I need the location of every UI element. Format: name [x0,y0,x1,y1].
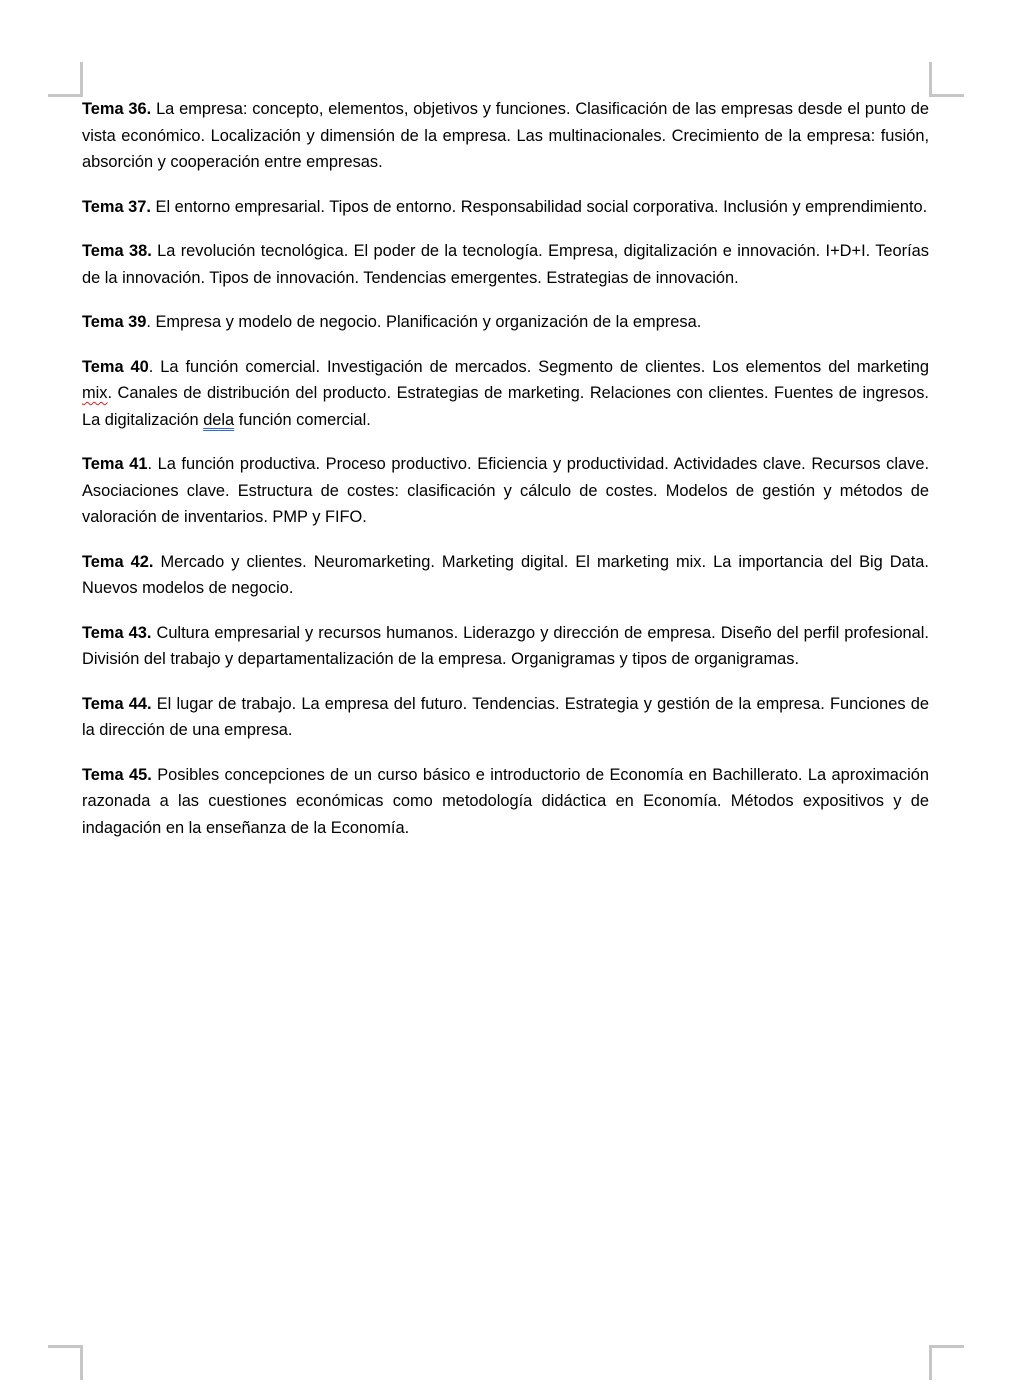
topic-text: La revolución tecnológica. El poder de la tecnología. Empresa, digitalización e innovación. I+D+I. Teorías de la innovación. Tipos de innovación. Tendencias emergentes. Estrategias de innovación. [82,242,929,287]
page-corner-mark-top-left [48,62,83,97]
topic-36-paragraph [82,96,929,176]
topic-42-paragraph [82,549,929,602]
page-corner-mark-bottom-right [929,1345,964,1380]
topic-41-paragraph [82,451,929,531]
grammar-flag-word[interactable]: dela [203,410,235,429]
topic-label: Tema 38. [82,242,152,260]
topic-44-paragraph [82,691,929,744]
topic-label: Tema 41 [82,455,148,473]
topic-label: Tema 45. [82,765,152,784]
topic-label: Tema 37. [82,197,151,216]
topic-label: Tema 39 [82,313,147,331]
topic-45-paragraph [82,762,929,842]
topic-label: Tema 44. [82,694,152,713]
topic-text: . La función productiva. Proceso productivo. Eficiencia y productividad. Actividades clave. Recursos clave. Asociaciones clave. Estructura de costes: clasificación y cálculo de costes. Modelos de gestión y métodos de valoración de inventarios. PMP y FIFO. [82,455,929,526]
topic-text: Posibles concepciones de un curso básico e introductorio de Economía en Bachillerato. La aproximación razonada a las cuestiones económicas como metodología didáctica en Economía. Métodos expositivos y de indagación en la enseñanza de la Economía. [82,765,929,837]
topic-text: . Canales de distribución del producto. Estrategias de marketing. Relaciones con clientes. Fuentes de ingresos. La digitalización [82,384,929,429]
topic-text: . Empresa y modelo de negocio. Planificación y organización de la empresa. [146,313,702,331]
topic-text: . La función comercial. Investigación de mercados. Segmento de clientes. Los elementos del marketing [148,357,929,376]
topic-label: Tema 43. [82,623,152,642]
page-corner-mark-bottom-left [48,1345,83,1380]
topic-37-paragraph [82,194,929,221]
topic-text: El entorno empresarial. Tipos de entorno. Responsabilidad social corporativa. Inclusión y emprendimiento. [150,197,928,216]
topic-label: Tema 42. [82,552,154,571]
topic-text: Cultura empresarial y recursos humanos. Liderazgo y dirección de empresa. Diseño del perfil profesional. División del trabajo y departamentalización de la empresa. Organigramas y tipos de organigramas. [82,623,929,668]
topic-40-paragraph [82,354,929,434]
topic-label: Tema 36. [82,100,152,118]
topic-text: función comercial. [234,410,371,429]
page-corner-mark-top-right [929,62,964,97]
topic-text: Mercado y clientes. Neuromarketing. Marketing digital. El marketing mix. La importancia del Big Data. Nuevos modelos de negocio. [82,552,929,597]
spelling-flag-word[interactable]: mix [82,384,108,402]
topic-38-paragraph [82,238,929,291]
topic-text: El lugar de trabajo. La empresa del futuro. Tendencias. Estrategia y gestión de la empresa. Funciones de la dirección de una empresa. [82,694,929,739]
topic-label: Tema 40 [82,357,149,376]
topic-39-paragraph [82,309,929,336]
topic-text: La empresa: concepto, elementos, objetivos y funciones. Clasificación de las empresas desde el punto de vista económico. Localización y dimensión de la empresa. Las multinacionales. Crecimiento de la empresa: fusión, absorción y cooperación entre empresas. [82,100,929,171]
topic-43-paragraph [82,620,929,673]
document-body [82,96,929,859]
